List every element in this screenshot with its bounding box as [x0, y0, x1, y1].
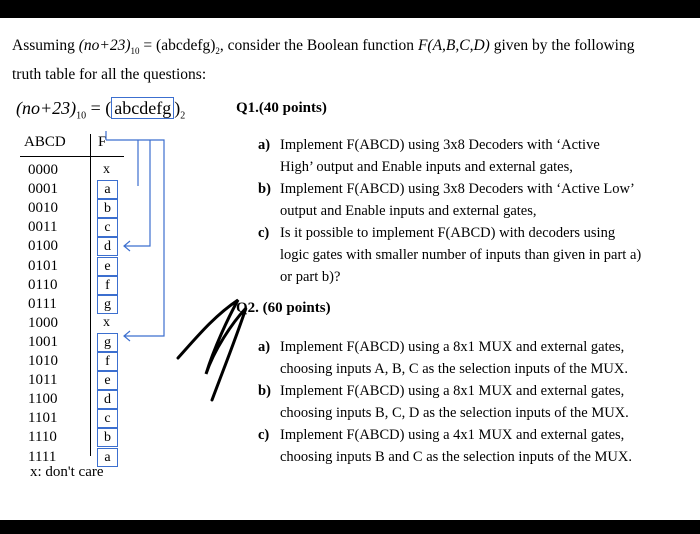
q2-a-text1: Implement F(ABCD) using a 8x1 MUX and external gates,	[280, 339, 625, 355]
q1-b-text2: output and Enable inputs and external gates,	[280, 203, 537, 219]
table-row-abcd: 1101	[28, 410, 58, 427]
q2-a-label: a)	[258, 339, 271, 355]
table-row-abcd: 0111	[28, 295, 57, 312]
table-heading-equation: $(no+23)_{10}$ = ( abcdefg )$_2$	[16, 98, 186, 122]
table-row-f-value: f	[97, 352, 118, 371]
table-row-abcd: 0000	[28, 162, 58, 178]
dont-care-note: x: don't care	[30, 464, 104, 480]
bracket-line-middle	[124, 140, 150, 246]
q1-b-text1: Implement F(ABCD) using 3x8 Decoders with ‘Active Low’	[280, 181, 635, 197]
table-row-abcd: 0010	[28, 200, 58, 217]
q2-title: Q2. (60 points)	[236, 300, 331, 316]
table-row-f-value: x	[103, 314, 110, 330]
table-row-f-value: d	[97, 237, 118, 256]
intro-eq-sub2: 2	[215, 46, 220, 57]
q2-b-label: b)	[258, 383, 271, 399]
table-row-f-value: b	[97, 199, 118, 218]
table-row-f-value: b	[97, 428, 118, 447]
table-row-f-value: x	[103, 162, 110, 177]
q2-c-text2: choosing inputs B and C as the selection inputs of the MUX.	[280, 449, 632, 465]
intro-func: F(A,B,C,D)	[417, 37, 490, 54]
table-row-f-value: e	[97, 371, 118, 390]
table-row-f-value: a	[97, 448, 118, 467]
table-row-abcd: 1001	[28, 333, 58, 350]
table-row-f-value: e	[97, 257, 118, 276]
q1-title: Q1.(40 points)	[236, 100, 327, 116]
table-row-f-value: a	[97, 180, 118, 199]
q2-a-text2: choosing inputs A, B, C as the selection inputs of the MUX.	[280, 361, 628, 377]
table-row-abcd: 0100	[28, 238, 58, 255]
table-row-abcd: 1011	[28, 372, 58, 389]
heading-sub10: 10	[76, 110, 87, 122]
heading-eq: =	[86, 98, 106, 118]
table-row-abcd: 1111	[28, 448, 57, 465]
q1-c-label: c)	[258, 225, 270, 241]
table-row-f-value: f	[97, 276, 118, 295]
intro-text-b: , consider the Boolean function	[219, 37, 418, 54]
table-row-abcd: 0011	[28, 219, 58, 236]
q1-a-text1: Implement F(ABCD) using 3x8 Decoders with ‘Active	[280, 137, 600, 153]
annotation-overlay	[0, 18, 700, 520]
intro-line-2: truth table for all the questions:	[12, 66, 207, 84]
intro-text: Assuming	[12, 37, 79, 54]
table-row-f-value: c	[97, 409, 118, 428]
heading-lhs: (no+23)	[16, 98, 77, 118]
q1-c-text3: or part b)?	[280, 269, 341, 285]
column-header-abcd: ABCD	[24, 134, 66, 150]
intro-eq-sub: 10	[130, 46, 140, 57]
intro-text-c: given by the following	[489, 37, 635, 54]
q1-a-label: a)	[258, 137, 271, 153]
table-row-abcd: 0001	[28, 181, 58, 198]
handwritten-mark	[178, 300, 246, 400]
table-row-abcd: 0110	[28, 276, 58, 293]
intro-eq-lhs: (no+23)	[78, 37, 131, 54]
intro-eq-mid: = (abcdefg)	[139, 37, 216, 54]
q2-b-text2: choosing inputs B, C, D as the selection inputs of the MUX.	[280, 405, 629, 421]
table-row-f-value: c	[97, 218, 118, 237]
table-row-abcd: 1010	[28, 353, 58, 369]
table-row-f-value: g	[97, 333, 118, 352]
document-page	[0, 18, 700, 520]
table-row-abcd: 1100	[28, 391, 58, 408]
heading-sub2: 2	[180, 110, 186, 122]
table-row-f-value: d	[97, 390, 118, 409]
q1-b-label: b)	[258, 181, 271, 197]
q1-a-text2: High’ output and Enable inputs and external gates,	[280, 159, 573, 175]
table-row-abcd: 0101	[28, 257, 58, 274]
heading-boxed-abcdefg: abcdefg	[111, 97, 174, 119]
bracket-line-outer	[106, 131, 164, 336]
table-row-abcd: 1110	[28, 429, 57, 446]
q2-c-label: c)	[258, 427, 270, 443]
table-row-abcd: 1000	[28, 314, 58, 331]
column-header-f: F	[98, 134, 107, 150]
q2-b-text1: Implement F(ABCD) using a 8x1 MUX and external gates,	[280, 383, 625, 399]
q1-c-text1: Is it possible to implement F(ABCD) with decoders using	[280, 225, 616, 241]
q2-c-text1: Implement F(ABCD) using a 4x1 MUX and external gates,	[280, 427, 625, 443]
table-row-f-value: g	[97, 295, 118, 314]
q1-c-text2: logic gates with smaller number of inputs than given in part a)	[280, 247, 642, 263]
